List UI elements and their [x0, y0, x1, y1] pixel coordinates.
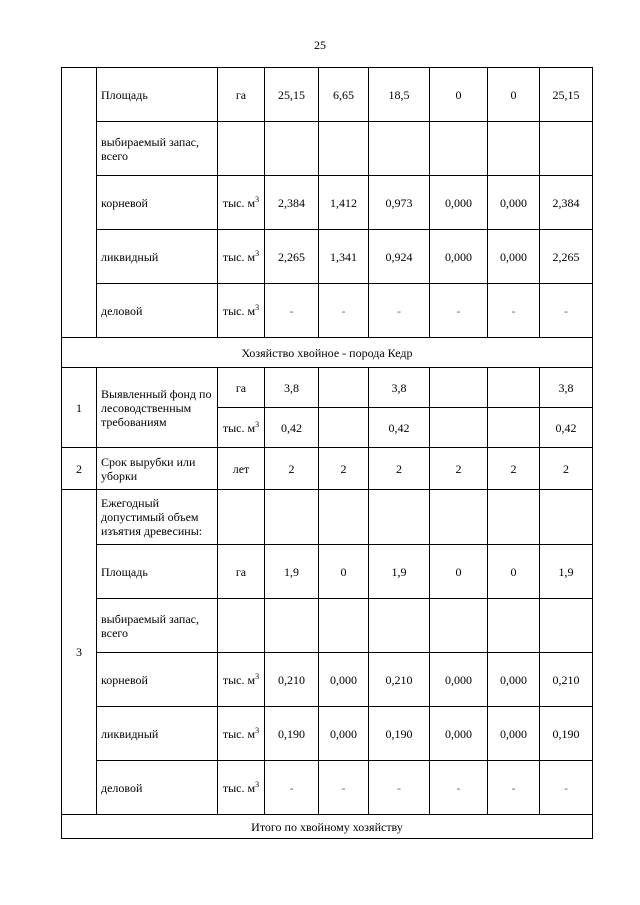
value-cell	[319, 368, 369, 408]
value-cell	[488, 122, 540, 176]
value-cell: -	[430, 284, 488, 338]
unit-cell	[218, 490, 265, 545]
row-label: выбираемый запас, всего	[97, 599, 218, 653]
unit-label: га	[235, 87, 247, 102]
row-label: ликвидный	[97, 707, 218, 761]
value-cell	[540, 122, 593, 176]
value-cell	[430, 490, 488, 545]
value-cell: 0,000	[488, 653, 540, 707]
item-number: 1	[62, 368, 97, 448]
unit-cell	[218, 284, 265, 338]
value-cell: 0,210	[540, 653, 593, 707]
value-cell: 0,42	[540, 408, 593, 448]
unit-cell	[218, 599, 265, 653]
row-label: Ежегодный допустимый объем изъятия древесины:	[97, 490, 218, 545]
value-cell: 25,15	[540, 68, 593, 122]
value-cell: 0,42	[369, 408, 430, 448]
value-cell: 1,9	[369, 545, 430, 599]
value-cell: 0	[488, 68, 540, 122]
value-cell: 0,000	[430, 653, 488, 707]
value-cell	[430, 408, 488, 448]
row-label: деловой	[97, 284, 218, 338]
value-cell: -	[369, 761, 430, 815]
item-number: 2	[62, 448, 97, 490]
value-cell: 0	[430, 68, 488, 122]
value-cell: 6,65	[319, 68, 369, 122]
unit-label: тыс. м	[222, 420, 256, 435]
value-cell: 1,9	[265, 545, 319, 599]
unit-label: тыс. м	[222, 303, 256, 318]
value-cell: 0,210	[265, 653, 319, 707]
value-cell: 0,000	[430, 707, 488, 761]
table-row	[62, 545, 593, 599]
value-cell: 0,000	[430, 230, 488, 284]
unit-cell	[218, 68, 265, 122]
row-label: деловой	[97, 761, 218, 815]
row-label: выбираемый запас, всего	[97, 122, 218, 176]
value-cell	[319, 490, 369, 545]
table-row	[62, 68, 593, 122]
value-cell: -	[540, 761, 593, 815]
unit-cell	[218, 653, 265, 707]
value-cell	[488, 490, 540, 545]
value-cell: 0,000	[488, 230, 540, 284]
section-heading: Итого по хвойному хозяйству	[62, 815, 593, 839]
item-number: 3	[62, 490, 97, 815]
value-cell: 2	[265, 448, 319, 490]
unit-exponent: 3	[255, 671, 260, 681]
value-cell: 2	[540, 448, 593, 490]
unit-exponent: 3	[255, 779, 260, 789]
row-label: корневой	[97, 176, 218, 230]
table-row	[62, 368, 593, 408]
unit-cell	[218, 408, 265, 448]
unit-cell	[218, 761, 265, 815]
value-cell	[265, 599, 319, 653]
row-label: ликвидный	[97, 230, 218, 284]
value-cell: 2	[488, 448, 540, 490]
value-cell: 0,000	[430, 176, 488, 230]
unit-cell	[218, 230, 265, 284]
value-cell: 2	[369, 448, 430, 490]
unit-exponent: 3	[255, 419, 260, 429]
table-row	[62, 284, 593, 338]
value-cell: -	[488, 761, 540, 815]
value-cell: 0,42	[265, 408, 319, 448]
unit-label: тыс. м	[222, 195, 256, 210]
value-cell: 1,341	[319, 230, 369, 284]
table-row	[62, 230, 593, 284]
row-label: Срок вырубки или уборки	[97, 448, 218, 490]
value-cell	[369, 599, 430, 653]
unit-label: га	[235, 380, 247, 395]
value-cell: 3,8	[540, 368, 593, 408]
value-cell: 2	[430, 448, 488, 490]
unit-cell	[218, 448, 265, 490]
table-row	[62, 490, 593, 545]
value-cell: -	[488, 284, 540, 338]
value-cell: -	[319, 284, 369, 338]
value-cell	[488, 368, 540, 408]
value-cell: 0,210	[369, 653, 430, 707]
unit-exponent: 3	[255, 725, 260, 735]
value-cell: 2,384	[265, 176, 319, 230]
value-cell: 0,190	[369, 707, 430, 761]
unit-cell	[218, 545, 265, 599]
section-heading: Хозяйство хвойное - порода Кедр	[62, 338, 593, 368]
unit-cell	[218, 707, 265, 761]
unit-label: га	[235, 564, 247, 579]
table-row	[62, 176, 593, 230]
unit-exponent: 3	[255, 302, 260, 312]
value-cell	[488, 408, 540, 448]
value-cell: 0	[319, 545, 369, 599]
value-cell	[319, 408, 369, 448]
value-cell: -	[430, 761, 488, 815]
value-cell: 0,000	[319, 707, 369, 761]
value-cell: 0	[430, 545, 488, 599]
value-cell	[369, 122, 430, 176]
value-cell	[430, 122, 488, 176]
row-label: Выявленный фонд по лесоводственным требованиям	[97, 368, 218, 448]
table-row	[62, 815, 593, 839]
number-cell	[62, 68, 97, 338]
unit-cell	[218, 176, 265, 230]
row-label: Площадь	[97, 68, 218, 122]
value-cell: 0,000	[488, 176, 540, 230]
table-row	[62, 707, 593, 761]
table-row	[62, 338, 593, 368]
forest-use-table	[61, 67, 593, 839]
value-cell	[540, 490, 593, 545]
value-cell: 3,8	[265, 368, 319, 408]
value-cell: 25,15	[265, 68, 319, 122]
table-row	[62, 122, 593, 176]
value-cell: 0,924	[369, 230, 430, 284]
value-cell: 0,000	[319, 653, 369, 707]
value-cell: -	[369, 284, 430, 338]
table-row	[62, 599, 593, 653]
table-row	[62, 653, 593, 707]
value-cell	[369, 490, 430, 545]
value-cell	[430, 368, 488, 408]
value-cell: 0,000	[488, 707, 540, 761]
table-body	[62, 68, 593, 839]
value-cell	[430, 599, 488, 653]
value-cell	[488, 599, 540, 653]
unit-label: лет	[232, 461, 250, 476]
value-cell: 0,190	[540, 707, 593, 761]
value-cell: 0,973	[369, 176, 430, 230]
page-number: 25	[314, 38, 326, 52]
value-cell: 3,8	[369, 368, 430, 408]
row-label: Площадь	[97, 545, 218, 599]
unit-cell	[218, 122, 265, 176]
value-cell: -	[540, 284, 593, 338]
value-cell: 2,265	[540, 230, 593, 284]
value-cell	[319, 599, 369, 653]
value-cell: -	[265, 761, 319, 815]
value-cell: -	[319, 761, 369, 815]
unit-label: тыс. м	[222, 780, 256, 795]
unit-exponent: 3	[255, 248, 260, 258]
unit-label: тыс. м	[222, 726, 256, 741]
value-cell: 2,384	[540, 176, 593, 230]
value-cell: 2,265	[265, 230, 319, 284]
value-cell	[265, 122, 319, 176]
row-label: корневой	[97, 653, 218, 707]
unit-label: тыс. м	[222, 672, 256, 687]
value-cell: -	[265, 284, 319, 338]
value-cell: 0	[488, 545, 540, 599]
unit-exponent: 3	[255, 194, 260, 204]
value-cell: 1,9	[540, 545, 593, 599]
value-cell: 0,190	[265, 707, 319, 761]
value-cell	[265, 490, 319, 545]
value-cell: 2	[319, 448, 369, 490]
value-cell	[540, 599, 593, 653]
unit-cell	[218, 368, 265, 408]
table-row	[62, 448, 593, 490]
table-row	[62, 761, 593, 815]
unit-label: тыс. м	[222, 249, 256, 264]
value-cell: 1,412	[319, 176, 369, 230]
value-cell	[319, 122, 369, 176]
value-cell: 18,5	[369, 68, 430, 122]
